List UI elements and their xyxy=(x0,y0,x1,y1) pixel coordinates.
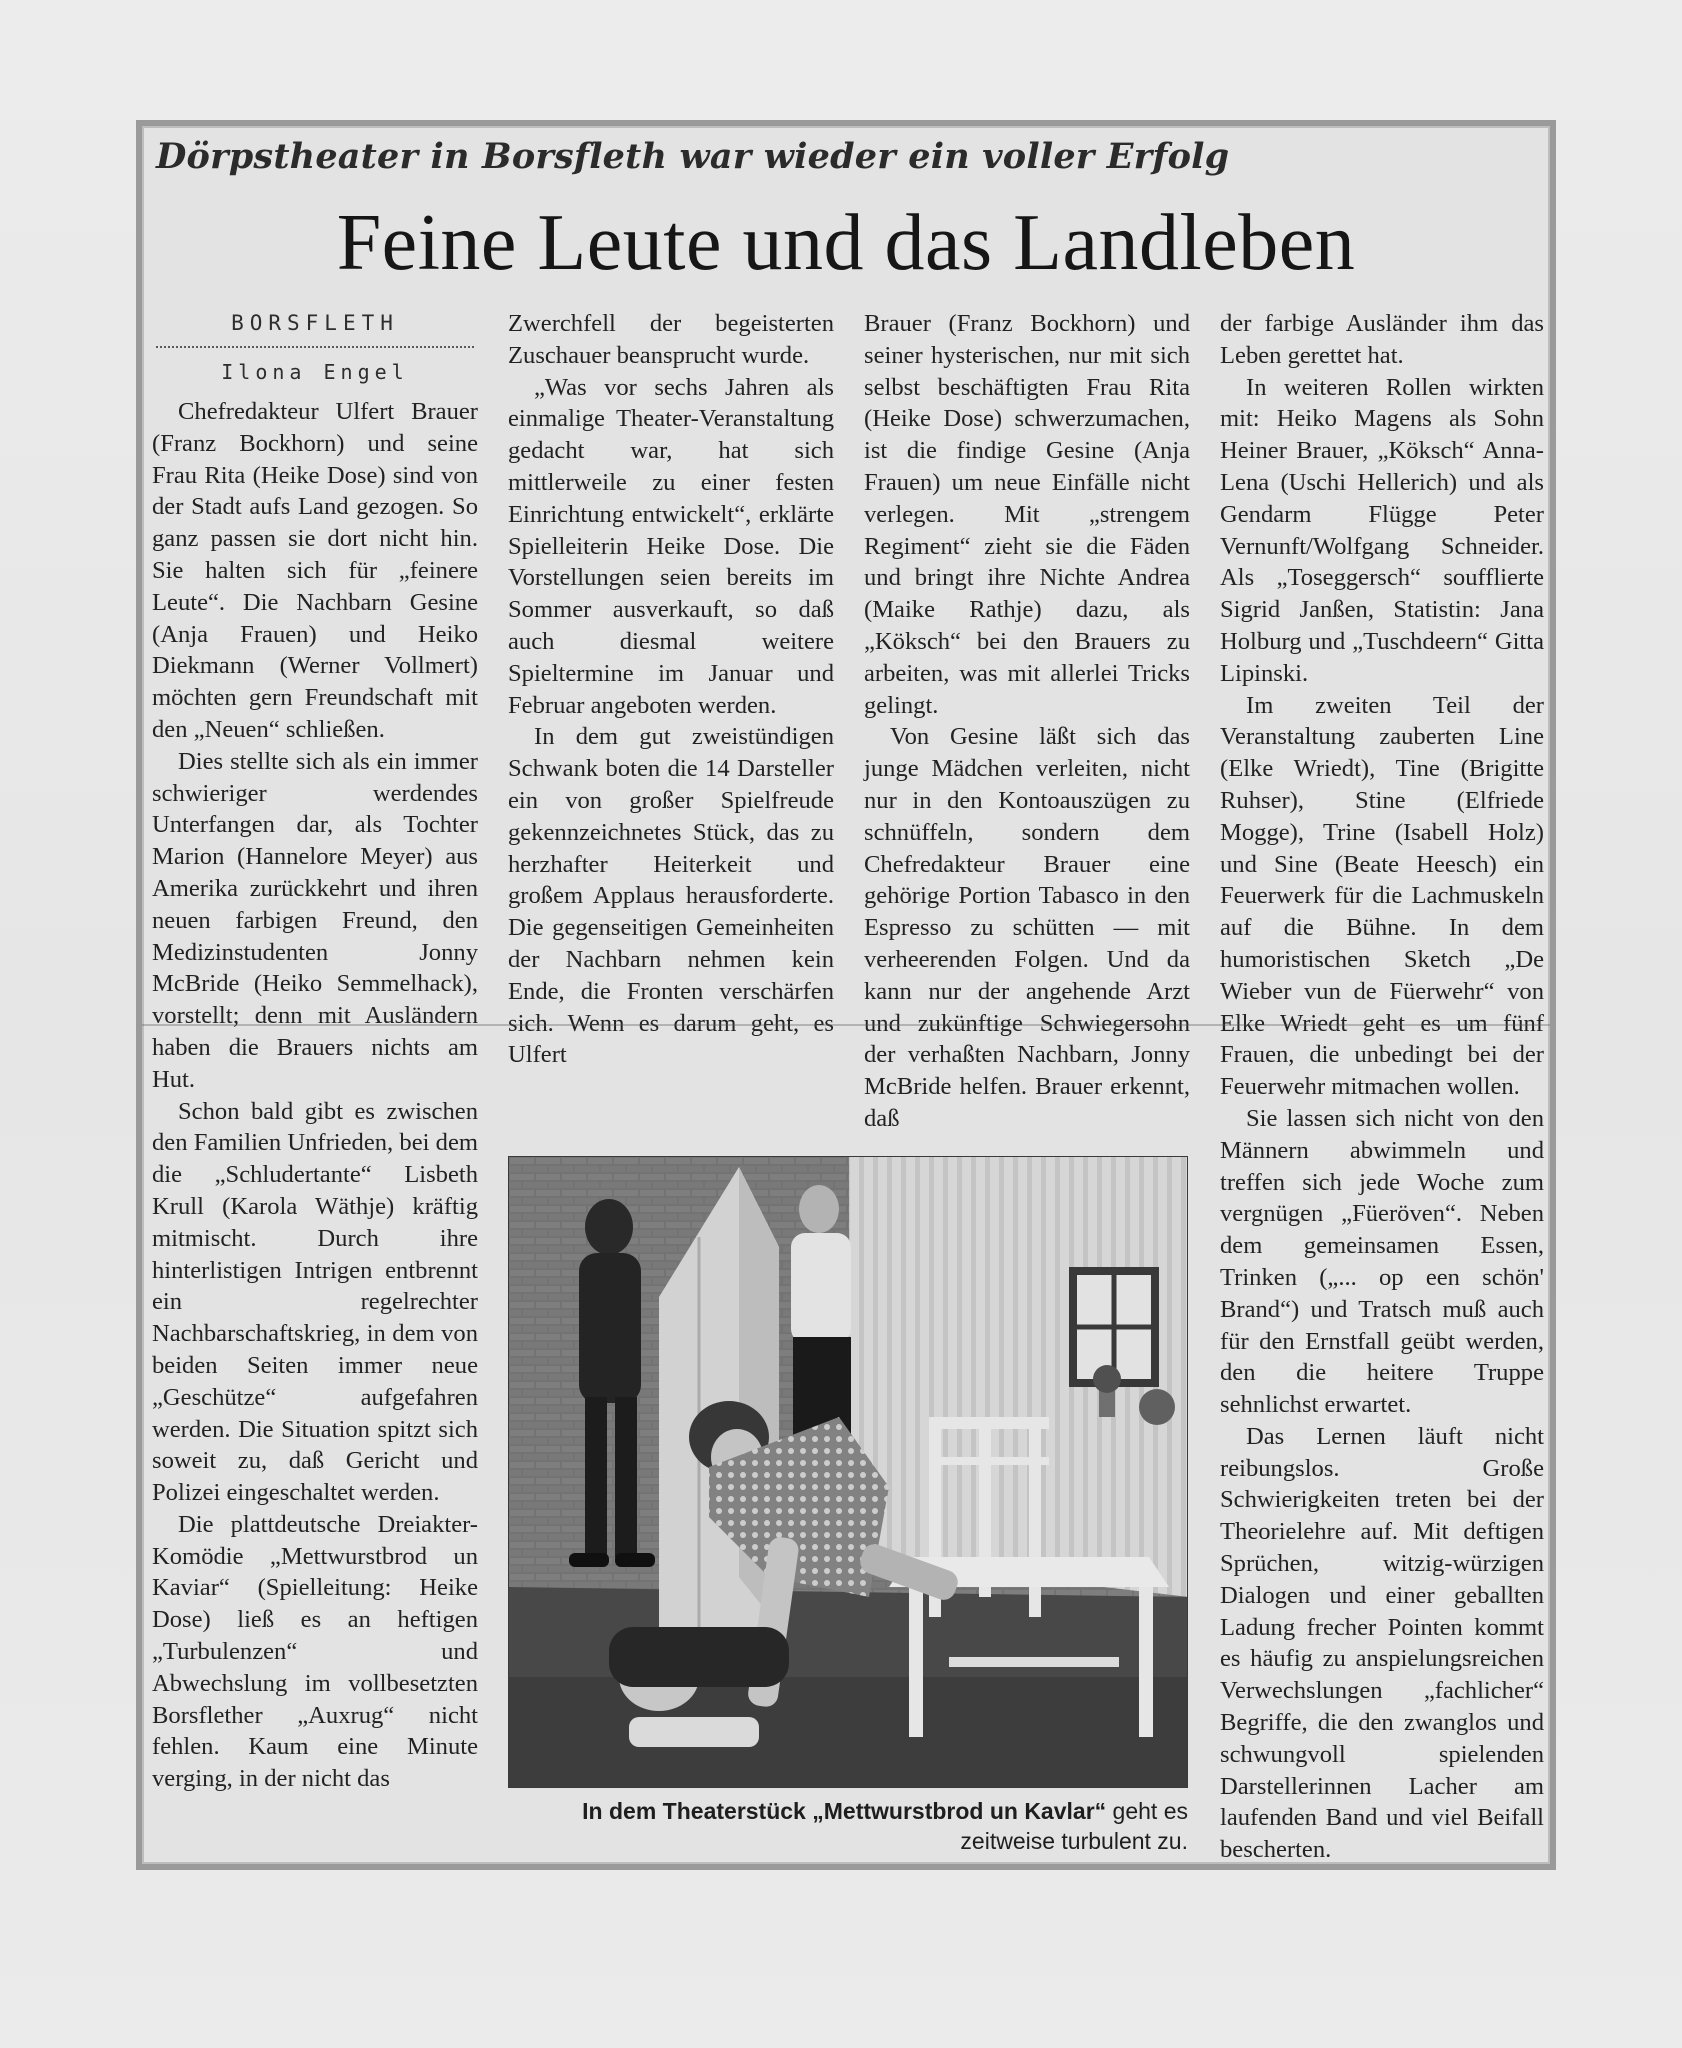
column-2 xyxy=(508,308,834,1071)
stage-photo xyxy=(508,1156,1188,1788)
paragraph: Chefredakteur Ulfert Brauer (Franz Bockhorn) und seine Frau Rita (Heike Dose) sind von der Stadt aufs Land gezogen. So ganz passen sie dort nicht hin. Sie halten sich für „feinere Leute“. Die Nachbarn Gesine (Anja Frauen) und Heiko Diekmann (Werner Vollmert) möchten gern Freundschaft mit den „Neuen“ schließen. xyxy=(152,398,478,743)
newspaper-clipping xyxy=(136,120,1556,1870)
paragraph: In weiteren Rollen wirkten mit: Heiko Magens als Sohn Heiner Brauer, „Köksch“ Anna-Lena (Uschi Hellerich) und als Gendarm Flügge Peter Vernunft/Wolfgang Schneider. Als „Toseggersch“ soufflierte Sigrid Janßen, Statistin: Jana Holburg und „Tuschdeern“ Gitta Lipinski. xyxy=(1220,373,1544,687)
paragraph: Zwerchfell der begeisterten Zuschauer beansprucht wurde. xyxy=(508,310,834,369)
photo-caption xyxy=(508,1796,1188,1856)
dateline: BORSFLETH xyxy=(231,311,399,335)
caption-bold: In dem Theaterstück „Mettwurstbrod un Kavlar“ xyxy=(582,1798,1107,1824)
paragraph: Dies stellte sich als ein immer schwieriger werdendes Unterfangen dar, als Tochter Marion (Hannelore Meyer) aus Amerika zurückkehrt und ihren neuen farbigen Freund, den Medizinstudenten Jonny McBride (Heiko Semmelhack), vorstellt; denn mit Ausländern haben die Brauers nichts am Hut. xyxy=(152,747,478,1093)
paragraph: Von Gesine läßt sich das junge Mädchen verleiten, nicht nur in den Kontoauszügen zu schnüffeln, sondern dem Chefredakteur Brauer eine gehörige Portion Tabasco in den Espresso zu schütten — mit verheerenden Folgen. Und da kann nur der angehende Arzt und zukünftige Schwiegersohn der verhaßten Nachbarn, Jonny McBride helfen. Brauer erkennt, daß xyxy=(864,723,1190,1132)
paragraph: In dem gut zweistündigen Schwank boten die 14 Darsteller ein von großer Spielfreude gekennzeichnetes Stück, das zu herzhafter Heiterkeit und großem Applaus herausforderte. Die gegenseitigen Gemeinheiten der Nachbarn nehmen kein Ende, die Fronten verschärfen sich. Wenn es darum geht, es Ulfert xyxy=(508,723,834,1069)
paragraph: Schon bald gibt es zwischen den Familien Unfrieden, bei dem die „Schludertante“ Lisbeth Krull (Karola Wäthje) kräftig mitmischt. Durch ihre hinterlistigen Intrigen entbrennt ein regelrechter Nachbarschaftskrieg, in dem von beiden Seiten immer neue „Geschütze“ aufgefahren werden. Die Situation spitzt sich soweit zu, daß Gericht und Polizei eingeschaltet werden. xyxy=(152,1097,478,1507)
paragraph: Sie lassen sich nicht von den Männern abwimmeln und treffen sich jede Woche zum vergnügen „Füeröven“. Neben dem gemeinsamen Essen, Trinken („... op een schön' Brand“) und Tratsch muß auch für den Ernstfall geübt werden, den die heitere Truppe sehnlichst erwartet. xyxy=(1220,1104,1544,1419)
author-byline: Ilona Engel xyxy=(221,360,409,384)
headline: Feine Leute und das Landleben xyxy=(336,199,1356,287)
paragraph: „Was vor sechs Jahren als einmalige Theater-Veranstaltung gedacht war, hat sich mittlerweile zu einer festen Einrichtung entwickelt“, erklärte Spielleiterin Heike Dose. Die Vorstellungen seien bereits im Sommer ausverkauft, so daß auch diesmal weitere Spieltermine im Januar und Februar angeboten werden. xyxy=(508,373,834,719)
column-4 xyxy=(1220,308,1544,1866)
kicker-line: Dörpstheater in Borsfleth war wieder ein voller Erfolg xyxy=(156,136,1230,177)
paragraph: Die plattdeutsche Dreiakter-Komödie „Mettwurstbrod un Kaviar“ (Spielleitung: Heike Dose) ließ es an heftigen „Turbulenzen“ und Abwechslung im vollbesetzten Borsflether „Auxrug“ nicht fehlen. Kaum eine Minute verging, in der nicht das xyxy=(152,1510,478,1793)
paragraph: Im zweiten Teil der Veranstaltung zauberten Line (Elke Wriedt), Tine (Brigitte Ruhser), Stine (Elfriede Mogge), Trine (Isabell Holz) und Sine (Beate Heesch) ein Feuerwerk für die Lachmuskeln auf die Bühne. In dem humoristischen Sketch „De Wieber vun de Füerwehr“ von Elke Wriedt geht es um fünf Frauen, die unbedingt bei der Feuerwehr mitmachen wollen. xyxy=(1220,691,1544,1101)
caption-rest: geht es zeitweise turbulent zu. xyxy=(960,1798,1188,1854)
paragraph: der farbige Ausländer ihm das Leben gerettet hat. xyxy=(1220,310,1544,369)
stage-photo-icon xyxy=(509,1157,1188,1788)
paragraph: Brauer (Franz Bockhorn) und seiner hysterischen, nur mit sich selbst beschäftigten Frau Rita (Heike Dose) schwerzumachen, ist die findige Gesine (Anja Frauen) um neue Einfälle nicht verlegen. Mit „strengem Regiment“ zieht sie die Fäden und bringt ihre Nichte Andrea (Maike Rathje) dazu, als „Köksch“ bei den Brauers zu arbeiten, was mit allerlei Tricks gelingt. xyxy=(864,310,1190,719)
column-3 xyxy=(864,308,1190,1135)
column-1 xyxy=(152,308,478,1795)
paragraph: Das Lernen läuft nicht reibungslos. Große Schwierigkeiten treten bei der Theorielehre auf. Mit deftigen Sprüchen, witzig-würzigen Dialogen und einer geballten Ladung frecher Pointen kommt es häufig zu anspielungsreichen Verwechslungen „fachlicher“ Begriffe, die den zwanglos und schwungvoll spielenden Darstellerinnen Lacher am laufenden Band und viel Beifall bescherten. xyxy=(1220,1422,1544,1864)
fold-crease xyxy=(142,1024,1550,1026)
dotted-rule xyxy=(156,346,474,348)
